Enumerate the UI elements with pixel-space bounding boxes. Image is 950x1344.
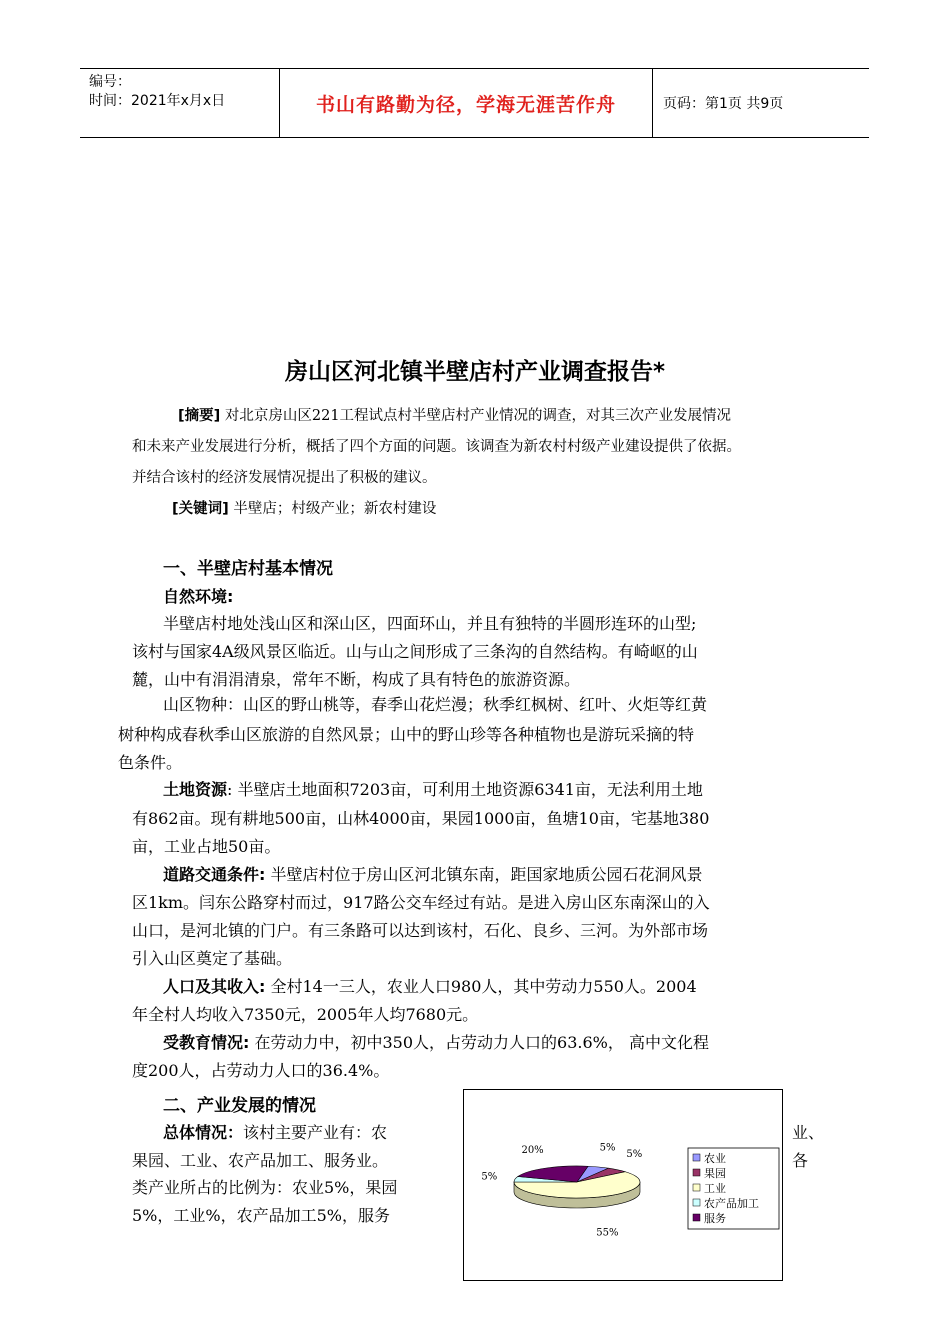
legend-swatch-2 — [693, 1184, 700, 1191]
abstract-line-2: 和未来产业发展进行分析，概括了四个方面的问题。该调查为新农村村级产业建设提供了依据。 — [132, 439, 741, 455]
legend-label-1: 果园 — [704, 1167, 726, 1180]
industry-pie-chart — [463, 1089, 783, 1281]
legend-label-4: 服务 — [704, 1212, 726, 1225]
land-line-2: 有862亩。现有耕地500亩，山林4000亩，果园1000亩，鱼塘10亩，宅基地380 — [132, 809, 710, 828]
legend-label-0: 农业 — [704, 1152, 726, 1165]
overall-line-4: 5%，工业%，农产品加工5%，服务 — [132, 1206, 390, 1225]
road-label: 道路交通条件: — [163, 865, 266, 884]
abstract-line-3: 并结合该村的经济发展情况提出了积极的建议。 — [132, 470, 437, 486]
keywords-label: [关键词] — [172, 501, 229, 517]
land-line-1: 土地资源: 半壁店土地面积7203亩，可利用土地资源6341亩，无法利用土地 — [163, 780, 703, 799]
edu-label: 受教育情况: — [163, 1033, 250, 1052]
pie-chart-svg — [464, 1090, 782, 1280]
legend-swatch-1 — [693, 1169, 700, 1176]
legend-box — [688, 1148, 779, 1229]
road-line-1: 道路交通条件: 半壁店村位于房山区河北镇东南，距国家地质公园石花洞风景 — [163, 865, 703, 884]
pie-label-2: 55% — [596, 1227, 619, 1239]
species-line-1: 山区物种：山区的野山桃等，春季山花烂漫；秋季红枫树、红叶、火炬等红黄 — [163, 695, 708, 714]
pie-label-0: 5% — [599, 1142, 616, 1154]
pop-label: 人口及其收入: — [163, 977, 266, 996]
nature-heading: 自然环境: — [163, 587, 234, 606]
species-line-2: 树种构成春秋季山区旅游的自然风景；山中的野山珍等各种植物也是游玩采摘的特 — [118, 725, 695, 744]
header-meta — [80, 69, 280, 137]
land-label: 土地资源 — [163, 780, 228, 799]
legend-label-2: 工业 — [704, 1182, 726, 1195]
road-line-2: 区1km。闫东公路穿村而过，917路公交车经过有站。是进入房山区东南深山的入 — [132, 893, 710, 912]
species-line-3: 色条件。 — [118, 753, 183, 772]
overall-line-2: 果园、工业、农产品加工、服务业。 — [132, 1151, 389, 1170]
edu-line-1: 受教育情况: 在劳动力中，初中350人，占劳动力人口的63.6%， 高中文化程 — [163, 1033, 709, 1052]
page-info: 页码：第1页 共9页 — [663, 96, 784, 112]
nature-line-1: 半壁店村地处浅山区和深山区，四面环山，并且有独特的半圆形连环的山型; — [163, 614, 697, 633]
overall-line-1: 总体情况：该村主要产业有：农 — [163, 1123, 388, 1142]
legend-swatch-0 — [693, 1154, 700, 1161]
pop-line-2: 年全村人均收入7350元，2005年人均7680元。 — [132, 1005, 479, 1024]
legend-swatch-4 — [693, 1214, 700, 1221]
legend-swatch-3 — [693, 1199, 700, 1206]
report-title: 房山区河北镇半壁店村产业调查报告* — [284, 359, 666, 385]
time-label: 时间：2021年x月x日 — [89, 93, 226, 109]
nature-line-3: 麓，山中有涓涓清泉，常年不断，构成了具有特色的旅游资源。 — [132, 670, 581, 689]
header-slogan: 书山有路勤为径，学海无涯苦作舟 — [280, 69, 653, 137]
overall-line-1-right: 业、 — [792, 1123, 825, 1142]
section2-heading: 二、产业发展的情况 — [163, 1096, 316, 1116]
land-line-3: 亩，工业占地50亩。 — [132, 837, 281, 856]
pie-label-3: 5% — [481, 1171, 498, 1183]
overall-line-2-right: 各 — [792, 1151, 809, 1170]
overall-label: 总体情况： — [163, 1123, 244, 1142]
road-line-3: 山口，是河北镇的门户。有三条路可以达到该村，石化、良乡、三河。为外部市场 — [132, 921, 709, 940]
keywords-line: [关键词] 半壁店；村级产业；新农村建设 — [172, 501, 437, 517]
pop-line-1: 人口及其收入: 全村14一三人，农业人口980人，其中劳动力550人。2004 — [163, 977, 697, 996]
section1-heading: 一、半壁店村基本情况 — [163, 559, 333, 579]
abstract-line-1: [摘要] 对北京房山区221工程试点村半壁店村产业情况的调查，对其三次产业发展情况 — [178, 408, 732, 424]
pie-label-4: 20% — [521, 1145, 544, 1157]
legend-label-3: 农产品加工 — [704, 1197, 759, 1210]
edu-line-2: 度200人，占劳动力人口的36.4%。 — [132, 1061, 390, 1080]
pie-label-1: 5% — [626, 1148, 643, 1160]
nature-line-2: 该村与国家4A级风景区临近。山与山之间形成了三条沟的自然结构。有崎岖的山 — [132, 642, 698, 661]
abstract-label: [摘要] — [178, 408, 221, 424]
road-line-4: 引入山区奠定了基础。 — [132, 949, 293, 968]
overall-line-3: 类产业所占的比例为：农业5%，果园 — [132, 1178, 398, 1197]
number-label: 编号： — [89, 74, 131, 90]
page-header — [80, 68, 869, 138]
